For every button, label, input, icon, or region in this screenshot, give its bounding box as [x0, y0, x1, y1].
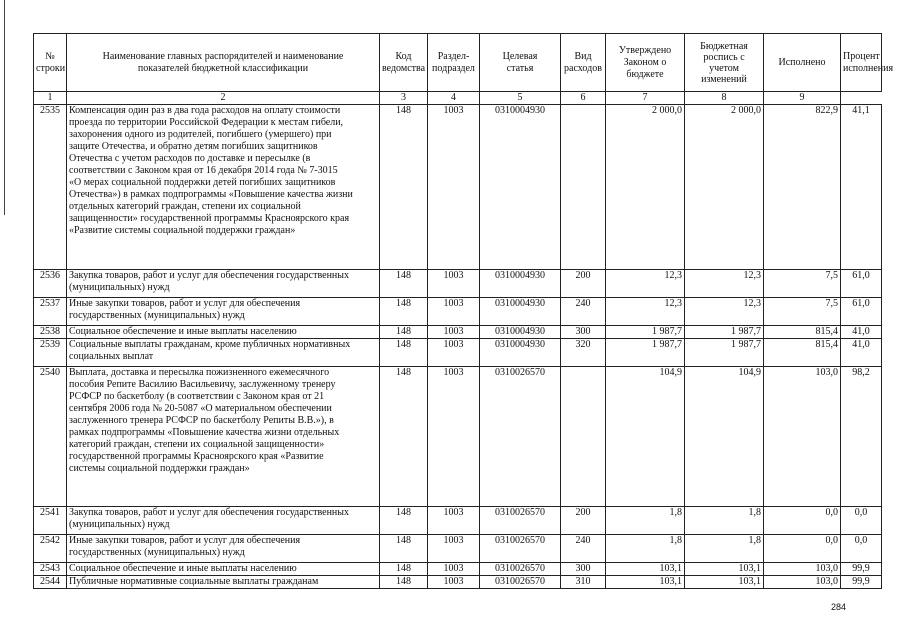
- row-target-article: 0310004930: [480, 326, 561, 339]
- row-number: 2536: [34, 270, 67, 298]
- row-dept-code: 148: [380, 105, 428, 270]
- row-schedule: 2 000,0: [685, 105, 764, 270]
- table-row: [34, 326, 882, 339]
- row-executed: 103,0: [764, 367, 841, 507]
- page-number: 284: [831, 602, 847, 612]
- row-percent: 0,0: [841, 535, 882, 563]
- header-name: Наименование главных распорядителей и наименование показателей бюджетной классификации: [67, 34, 380, 92]
- row-target-article: 0310026570: [480, 507, 561, 535]
- table-row: [34, 105, 882, 270]
- row-name: Социальное обеспечение и иные выплаты населению: [67, 326, 380, 339]
- row-section: 1003: [428, 105, 480, 270]
- row-name: Публичные нормативные социальные выплаты гражданам: [67, 576, 380, 589]
- row-name: Иные закупки товаров, работ и услуг для обеспечения государственных (муниципальных) нужд: [67, 298, 380, 326]
- column-number: 9: [764, 92, 841, 105]
- column-number: 4: [428, 92, 480, 105]
- row-approved: 1 987,7: [606, 339, 685, 367]
- table-row: [34, 298, 882, 326]
- row-dept-code: 148: [380, 576, 428, 589]
- row-number: 2535: [34, 105, 67, 270]
- row-dept-code: 148: [380, 270, 428, 298]
- row-approved: 1 987,7: [606, 326, 685, 339]
- row-target-article: 0310004930: [480, 270, 561, 298]
- row-target-article: 0310004930: [480, 339, 561, 367]
- row-schedule: 103,1: [685, 576, 764, 589]
- row-expense-kind: 300: [561, 326, 606, 339]
- row-name: Социальное обеспечение и иные выплаты населению: [67, 563, 380, 576]
- row-dept-code: 148: [380, 507, 428, 535]
- table-row: [34, 535, 882, 563]
- table-row: [34, 339, 882, 367]
- column-number: 3: [380, 92, 428, 105]
- row-schedule: 1,8: [685, 507, 764, 535]
- header-expense-kind: Вид расходов: [561, 34, 606, 92]
- header-target-article: Целевая статья: [480, 34, 561, 92]
- row-target-article: 0310026570: [480, 576, 561, 589]
- row-name: Социальные выплаты гражданам, кроме публичных нормативных социальных выплат: [67, 339, 380, 367]
- row-dept-code: 148: [380, 535, 428, 563]
- row-percent: 98,2: [841, 367, 882, 507]
- row-schedule: 12,3: [685, 298, 764, 326]
- row-percent: 99,9: [841, 563, 882, 576]
- row-section: 1003: [428, 507, 480, 535]
- row-number: 2538: [34, 326, 67, 339]
- row-expense-kind: 320: [561, 339, 606, 367]
- row-schedule: 12,3: [685, 270, 764, 298]
- column-number: 2: [67, 92, 380, 105]
- row-expense-kind: 240: [561, 535, 606, 563]
- header-percent: Процент исполнения: [841, 34, 882, 92]
- row-dept-code: 148: [380, 339, 428, 367]
- row-percent: 41,0: [841, 339, 882, 367]
- row-schedule: 104,9: [685, 367, 764, 507]
- row-target-article: 0310026570: [480, 535, 561, 563]
- row-executed: 815,4: [764, 326, 841, 339]
- row-approved: 104,9: [606, 367, 685, 507]
- row-target-article: 0310004930: [480, 105, 561, 270]
- row-number: 2544: [34, 576, 67, 589]
- row-approved: 12,3: [606, 298, 685, 326]
- row-section: 1003: [428, 563, 480, 576]
- row-schedule: 103,1: [685, 563, 764, 576]
- header-executed: Исполнено: [764, 34, 841, 92]
- row-name: Выплата, доставка и пересылка пожизненного ежемесячного пособия Репите Василию Васильевичу, заслуженному тренеру РСФСР по баскетболу (в соответствии с Законом края от 21 сентября 2006 года № 20-5087 «О материальном обеспечении заслуженного тренера РСФСР по баскетболу Репиты В.В.»), в рамках подпрограммы «Повышение качества жизни отдельных категорий граждан, степени их социальной защищенности» государственной программы Красноярского края «Развитие системы социальной поддержки граждан»: [67, 367, 380, 507]
- row-number: 2540: [34, 367, 67, 507]
- table-row: [34, 367, 882, 507]
- row-approved: 103,1: [606, 563, 685, 576]
- row-dept-code: 148: [380, 563, 428, 576]
- column-number: 7: [606, 92, 685, 105]
- row-name: Закупка товаров, работ и услуг для обеспечения государственных (муниципальных) нужд: [67, 507, 380, 535]
- row-section: 1003: [428, 298, 480, 326]
- column-number-row: [34, 92, 882, 105]
- row-number: 2543: [34, 563, 67, 576]
- row-executed: 7,5: [764, 298, 841, 326]
- row-target-article: 0310026570: [480, 367, 561, 507]
- table-row: [34, 507, 882, 535]
- row-schedule: 1 987,7: [685, 339, 764, 367]
- row-executed: 815,4: [764, 339, 841, 367]
- row-dept-code: 148: [380, 367, 428, 507]
- row-percent: 41,1: [841, 105, 882, 270]
- binding-margin-line: [4, 0, 5, 215]
- row-percent: 99,9: [841, 576, 882, 589]
- row-expense-kind: 200: [561, 270, 606, 298]
- column-number: 8: [685, 92, 764, 105]
- row-approved: 1,8: [606, 535, 685, 563]
- row-section: 1003: [428, 367, 480, 507]
- row-percent: 61,0: [841, 298, 882, 326]
- row-expense-kind: [561, 367, 606, 507]
- row-name: Компенсация один раз в два года расходов на оплату стоимости проезда по территории Российской Федерации к местам гибели, захоронения одного из родителей, погибшего (умершего) при защите Отечества, и обратно детям погибших защитников Отечества с учетом расходов по доставке и пересылке (в соответствии с Законом края от 16 декабря 2014 года № 7-3015 «О мерах социальной поддержки детей погибших защитников Отечества») в рамках подпрограммы «Повышение качества жизни отдельных категорий граждан, степени их социальной защищенности» государственной программы Красноярского края «Развитие системы социальной поддержки граждан»: [67, 105, 380, 270]
- row-expense-kind: [561, 105, 606, 270]
- row-executed: 822,9: [764, 105, 841, 270]
- row-section: 1003: [428, 326, 480, 339]
- row-expense-kind: 300: [561, 563, 606, 576]
- row-target-article: 0310026570: [480, 563, 561, 576]
- row-expense-kind: 200: [561, 507, 606, 535]
- header-budget-schedule: Бюджетная роспись с учетом изменений: [685, 34, 764, 92]
- row-name: Закупка товаров, работ и услуг для обеспечения государственных (муниципальных) нужд: [67, 270, 380, 298]
- row-approved: 2 000,0: [606, 105, 685, 270]
- row-name: Иные закупки товаров, работ и услуг для обеспечения государственных (муниципальных) нужд: [67, 535, 380, 563]
- row-dept-code: 148: [380, 326, 428, 339]
- row-number: 2539: [34, 339, 67, 367]
- row-number: 2542: [34, 535, 67, 563]
- header-row-number: № строки: [34, 34, 67, 92]
- row-target-article: 0310004930: [480, 298, 561, 326]
- row-executed: 0,0: [764, 507, 841, 535]
- row-section: 1003: [428, 576, 480, 589]
- row-executed: 103,0: [764, 576, 841, 589]
- row-expense-kind: 240: [561, 298, 606, 326]
- row-section: 1003: [428, 535, 480, 563]
- header-dept-code: Код ведомства: [380, 34, 428, 92]
- row-approved: 1,8: [606, 507, 685, 535]
- table-row: [34, 563, 882, 576]
- column-number: 1: [34, 92, 67, 105]
- row-section: 1003: [428, 270, 480, 298]
- table-row: [34, 576, 882, 589]
- row-number: 2537: [34, 298, 67, 326]
- budget-execution-table: [33, 33, 894, 589]
- row-schedule: 1 987,7: [685, 326, 764, 339]
- row-executed: 103,0: [764, 563, 841, 576]
- row-executed: 7,5: [764, 270, 841, 298]
- row-dept-code: 148: [380, 298, 428, 326]
- row-expense-kind: 310: [561, 576, 606, 589]
- header-row: [34, 34, 882, 92]
- row-percent: 0,0: [841, 507, 882, 535]
- row-percent: 41,0: [841, 326, 882, 339]
- header-section: Раздел- подраздел: [428, 34, 480, 92]
- table-row: [34, 270, 882, 298]
- row-executed: 0,0: [764, 535, 841, 563]
- header-approved: Утверждено Законом о бюджете: [606, 34, 685, 92]
- row-schedule: 1,8: [685, 535, 764, 563]
- column-number: 5: [480, 92, 561, 105]
- row-section: 1003: [428, 339, 480, 367]
- row-percent: 61,0: [841, 270, 882, 298]
- row-approved: 12,3: [606, 270, 685, 298]
- column-number: 6: [561, 92, 606, 105]
- row-number: 2541: [34, 507, 67, 535]
- row-approved: 103,1: [606, 576, 685, 589]
